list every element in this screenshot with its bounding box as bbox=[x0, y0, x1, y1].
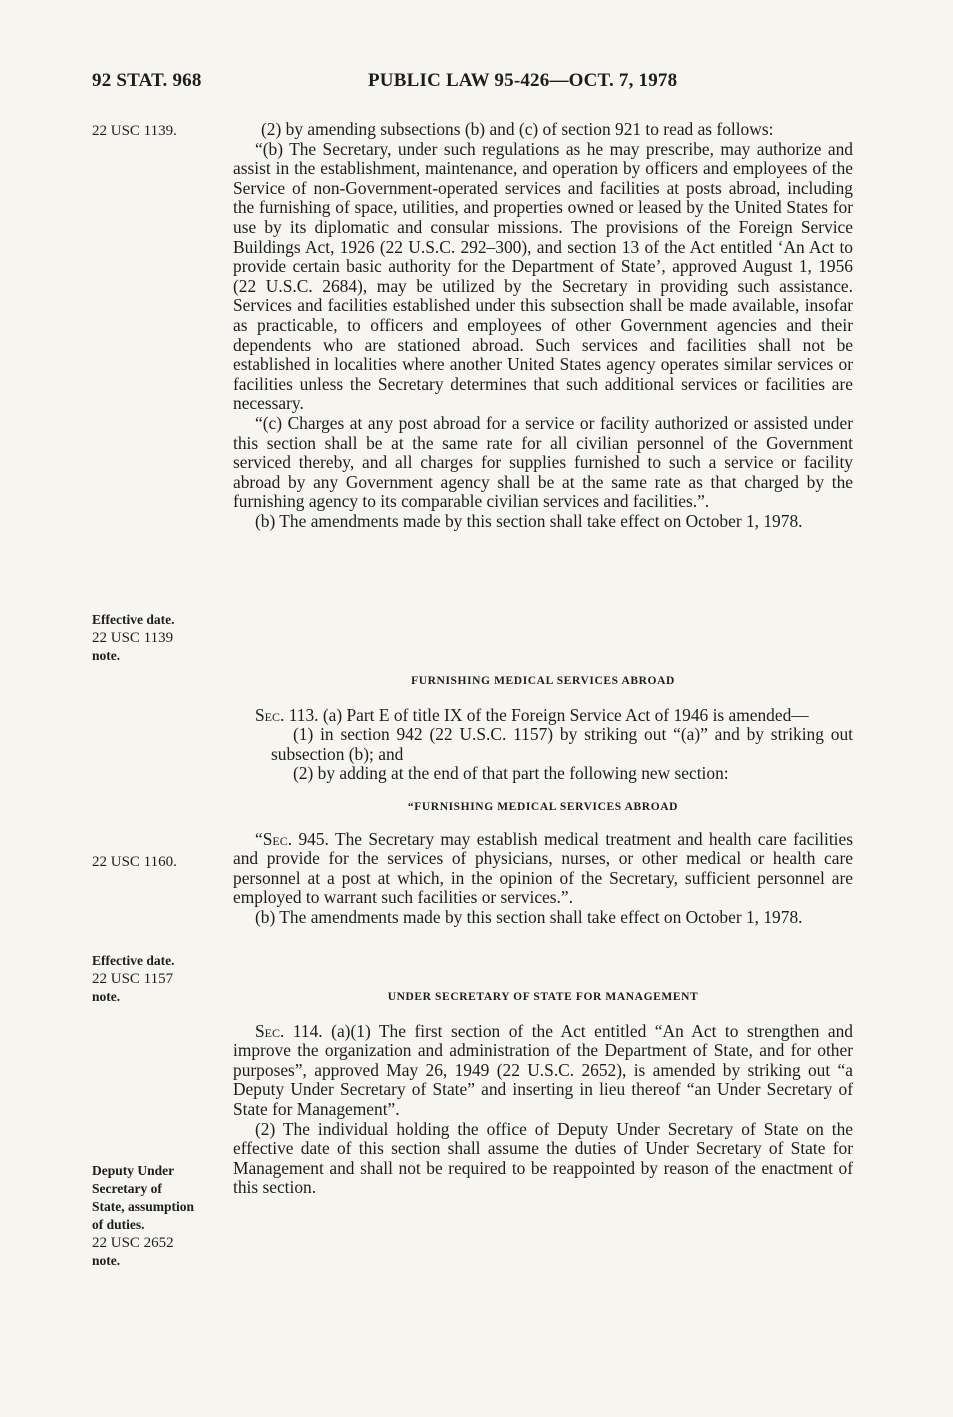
paragraph-sec-113-1: (1) in section 942 (22 U.S.C. 1157) by striking out “(a)” and by striking out subsection (b); and bbox=[271, 724, 853, 764]
margin-note-line: of duties. bbox=[92, 1217, 145, 1232]
paragraph-sec-113 bbox=[233, 706, 853, 726]
page-running-head: PUBLIC LAW 95-426—OCT. 7, 1978 bbox=[368, 70, 678, 91]
sec-text: 113. (a) Part E of title IX of the Foreign Service Act of 1946 is amended— bbox=[284, 704, 809, 725]
body-block-section-114 bbox=[233, 988, 853, 1198]
margin-note-line: Effective date. bbox=[92, 953, 175, 968]
sec-text: 945. The Secretary may establish medical treatment and health care facilities and provide for the services of physicians, nurses, or other medical or health care personnel at a post at which, in the opinion of the Secretary, sufficient personnel are employed to warrant such facilities or services.”. bbox=[233, 828, 853, 908]
body-block-section-113 bbox=[233, 672, 853, 928]
margin-note-text: 22 USC 1160. bbox=[92, 854, 177, 870]
paragraph-sec-114-2: (2) The individual holding the office of Deputy Under Secretary of State on the effective date of this section shall assume the duties of Under Secretary of State for Management and shall not be required to be reappointed by reason of the enactment of this section. bbox=[233, 1118, 853, 1198]
heading-furnishing-medical: FURNISHING MEDICAL SERVICES ABROAD bbox=[411, 675, 675, 687]
sec-label: Sec. bbox=[255, 1020, 285, 1041]
paragraph-subsection-c: “(c) Charges at any post abroad for a service or facility authorized or assisted under this section shall be at the same rate for all civilian personnel of the Government serviced thereby, and all charges for supplies furnished to such a service or facility abroad by any Government agency shall be at the same rate as that charged by the furnishing agency to its comparable civilian services and facilities.”. bbox=[233, 412, 853, 512]
margin-note-line: 22 USC 2652 bbox=[92, 1235, 174, 1251]
paragraph-sec-113-2: (2) by adding at the end of that part the following new section: bbox=[293, 763, 729, 784]
sec-label: “Sec. bbox=[255, 828, 293, 849]
margin-note-deputy-under-secretary bbox=[92, 1162, 222, 1270]
margin-note-line: note. bbox=[92, 1253, 121, 1268]
margin-note-line: Deputy Under bbox=[92, 1163, 175, 1178]
margin-note-line: Secretary of bbox=[92, 1181, 162, 1196]
paragraph-subsection-b: “(b) The Secretary, under such regulations as he may prescribe, may authorize and assist in the establishment, maintenance, and operation by officers and employees of the Service of non-Government-operated services and facilities at posts abroad, including the furnishing of space, utilities, and properties owned or leased by the United States for use by its diplomatic and consular missions. The provisions of the Foreign Service Buildings Act, 1926 (22 U.S.C. 292–300), and section 13 of the Act entitled ‘An Act to provide certain basic authority for the Department of State’, approved August 1, 1956 (22 U.S.C. 2684), may be utilized by the Secretary in providing such assistance. Services and facilities established under this subsection shall be made available, insofar as practicable, to officers and employees of other Government agencies and their dependents who are stationed abroad. Such services and facilities shall not be established in localities where another United States agency operates similar services or facilities unless the Secretary determines that such additional services or facilities are necessary. bbox=[233, 138, 853, 414]
paragraph-sec-945 bbox=[233, 830, 853, 908]
paragraph-effective-date-1: (b) The amendments made by this section shall take effect on October 1, 1978. bbox=[255, 510, 803, 531]
margin-note-22usc1160 bbox=[92, 853, 222, 871]
margin-note-line: 22 USC 1139 bbox=[92, 630, 174, 646]
margin-note-line: note. bbox=[92, 989, 121, 1004]
sec-text: 114. (a)(1) The first section of the Act entitled “An Act to strengthen and improve the organization and administration of the Department of State, and for other purposes”, approved May 26, 1949 (22 U.S.C. 2652), is amended by striking out “a Deputy Under Secretary of State” and inserting in lieu thereof “an Under Secretary of State for Management”. bbox=[233, 1020, 853, 1119]
page-stat-number: 92 STAT. 968 bbox=[92, 70, 202, 91]
body-block-section-921 bbox=[233, 120, 853, 531]
paragraph-amend-921: (2) by amending subsections (b) and (c) of section 921 to read as follows: bbox=[261, 119, 774, 139]
heading-furnishing-medical-quoted: “FURNISHING MEDICAL SERVICES ABROAD bbox=[407, 800, 679, 813]
margin-note-line: 22 USC 1157 bbox=[92, 971, 174, 987]
sec-label: Sec. bbox=[255, 704, 285, 725]
margin-note-line: note. bbox=[92, 648, 121, 663]
paragraph-sec-114 bbox=[233, 1022, 853, 1120]
margin-note-line: State, assumption bbox=[92, 1199, 195, 1214]
paragraph-effective-date-2: (b) The amendments made by this section shall take effect on October 1, 1978. bbox=[255, 906, 803, 927]
margin-note-text: 22 USC 1139. bbox=[92, 123, 177, 139]
margin-note-effective-date-2 bbox=[92, 952, 222, 1006]
heading-under-secretary: UNDER SECRETARY OF STATE FOR MANAGEMENT bbox=[387, 991, 699, 1003]
margin-note-effective-date-1 bbox=[92, 611, 222, 665]
margin-note-line: Effective date. bbox=[92, 612, 175, 627]
